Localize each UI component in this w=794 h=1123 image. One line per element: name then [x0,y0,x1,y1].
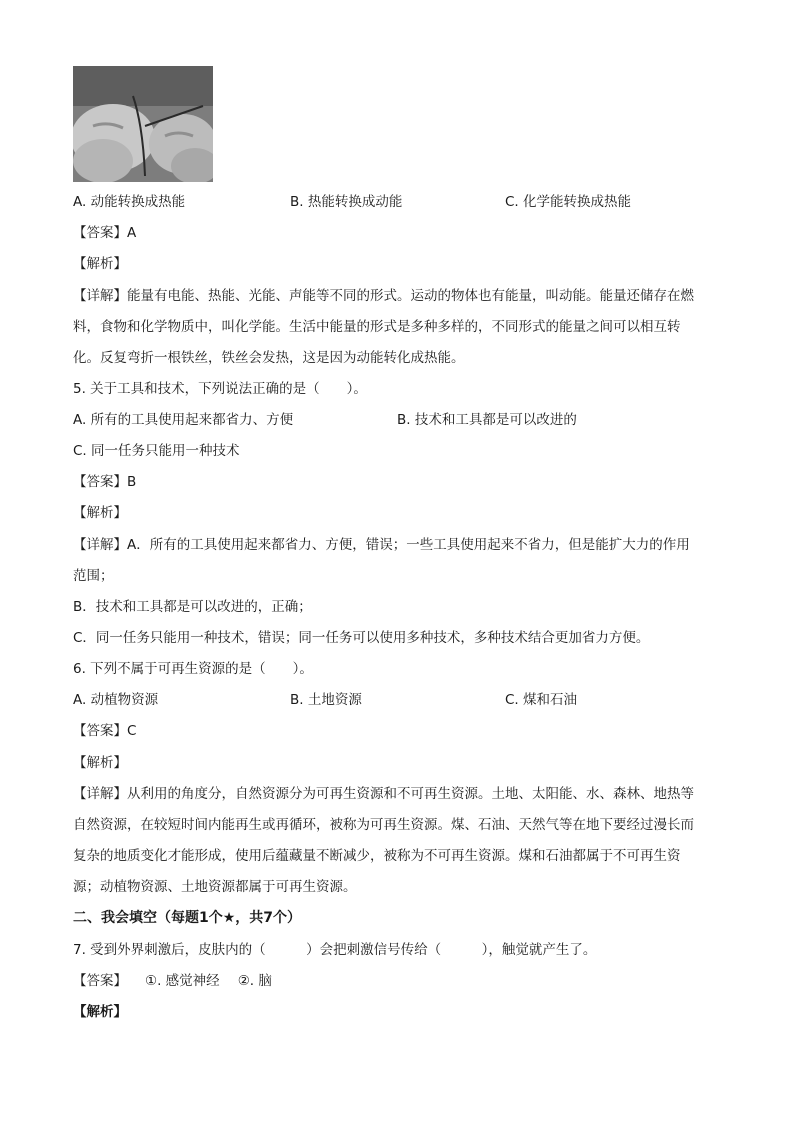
q7-answer-label: 【答案】 [73,973,127,989]
q7-answer-1: ①. 感觉神经 [145,973,220,989]
q6-option-c: C. 煤和石油 [505,692,578,708]
q4-detail-line-2: 料，食物和化学物质中，叫化学能。生活中能量的形式是多种多样的，不同形式的能量之间可以相互转 [73,319,681,335]
q5-detail-line-2: 范围； [73,568,114,584]
q5-detail-line-1: 【详解】A．所有的工具使用起来都省力、方便，错误；一些工具使用起来不省力，但是能扩大力的作用 [73,537,690,553]
q5-detail-line-4: C．同一任务只能用一种技术，错误；同一任务可以使用多种技术，多种技术结合更加省力方便。 [73,630,650,646]
q7-answer-row [73,972,272,990]
q6-option-a: A. 动植物资源 [73,692,159,708]
q5-option-a: A. 所有的工具使用起来都省力、方便 [73,412,294,428]
q5-detail-line-3: B．技术和工具都是可以改进的，正确； [73,599,312,615]
q4-analysis: 【解析】 [73,256,127,272]
q6-detail-line-1: 【详解】从利用的角度分，自然资源分为可再生资源和不可再生资源。土地、太阳能、水、森林、地热等 [73,786,694,802]
q6-detail-line-2: 自然资源，在较短时间内能再生或再循环，被称为可再生资源。煤、石油、天然气等在地下要经过漫长而 [73,817,694,833]
q4-option-a: A. 动能转换成热能 [73,194,186,210]
q5-option-b: B. 技术和工具都是可以改进的 [397,412,577,428]
q5-analysis: 【解析】 [73,505,127,521]
q7-analysis: 【解析】 [73,1004,127,1020]
q6-detail-line-4: 源；动植物资源、土地资源都属于可再生资源。 [73,879,357,895]
q5-answer: 【答案】B [73,474,137,490]
section-2-heading: 二、我会填空（每题1个★，共7个） [73,910,302,926]
q7-answer-2: ②. 脑 [237,973,272,989]
q4-answer: 【答案】A [73,225,137,241]
q4-detail-line-3: 化。反复弯折一根铁丝，铁丝会发热，这是因为动能转化成热能。 [73,350,465,366]
q6-question: 6. 下列不属于可再生资源的是（ ）。 [73,661,313,677]
bending-wire-photo [73,66,213,182]
q5-question: 5. 关于工具和技术，下列说法正确的是（ ）。 [73,381,367,397]
q5-option-c: C. 同一任务只能用一种技术 [73,443,240,459]
q4-option-c: C. 化学能转换成热能 [505,194,632,210]
q4-detail-line-1: 【详解】能量有电能、热能、光能、声能等不同的形式。运动的物体也有能量，叫动能。能量还储存在燃 [73,288,694,304]
q7-question: 7. 受到外界刺激后，皮肤内的（ ）会把刺激信号传给（ ），触觉就产生了。 [73,942,597,958]
q6-detail-line-3: 复杂的地质变化才能形成，使用后蕴藏量不断减少，被称为不可再生资源。煤和石油都属于不可再生资 [73,848,681,864]
q6-answer: 【答案】C [73,723,137,739]
q4-option-b: B. 热能转换成动能 [290,194,403,210]
hands-bending-wire-image [73,66,213,182]
q6-option-b: B. 土地资源 [290,692,362,708]
q6-analysis: 【解析】 [73,755,127,771]
